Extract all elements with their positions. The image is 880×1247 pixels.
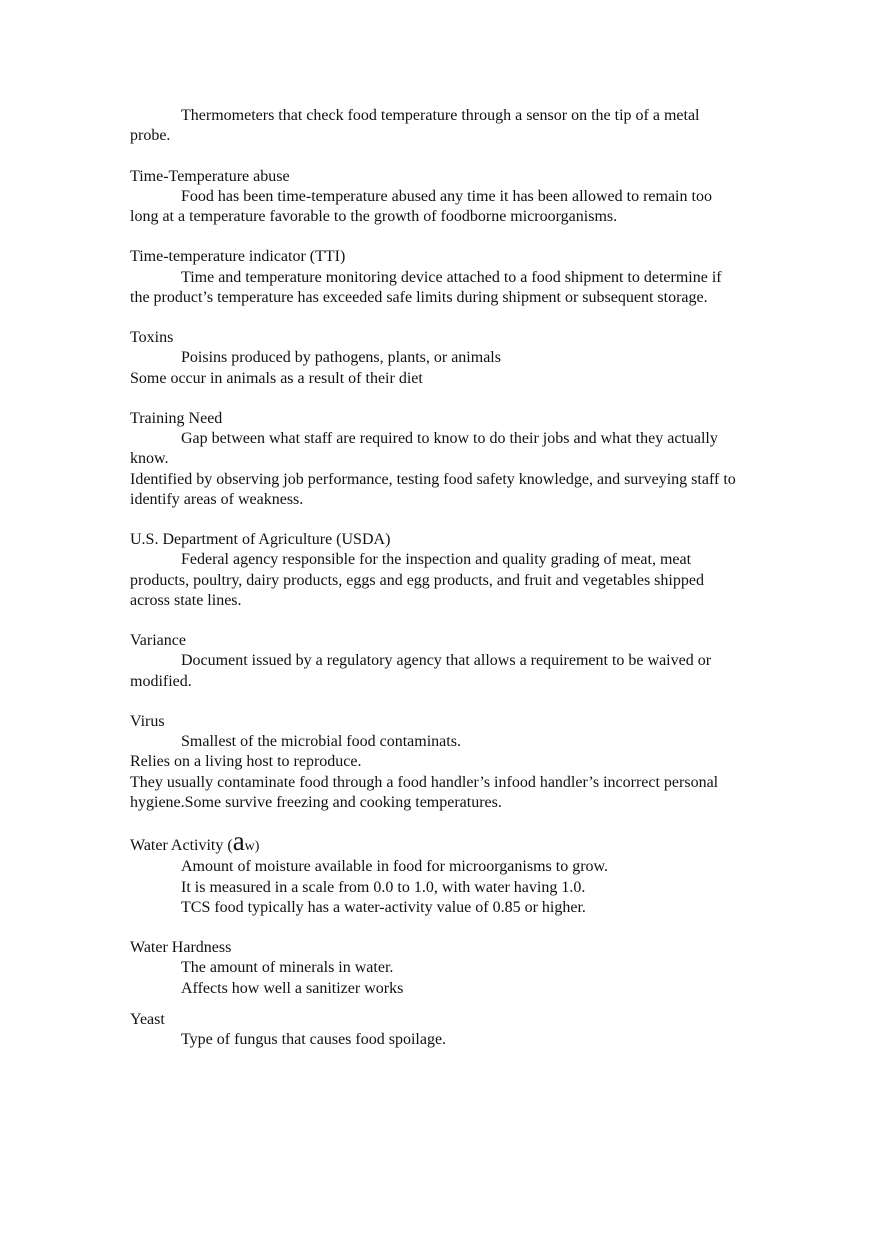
definition-line: Federal agency responsible for the inspection and quality grading of meat, meat products, poultry, dairy products, eggs and egg products, and fruit and vegetables shipped across state lines. (130, 551, 704, 609)
glossary-term: Time-temperature indicator (TTI) (130, 248, 346, 266)
glossary-entry-yeast (130, 1010, 740, 1050)
glossary-entry-tti (130, 247, 740, 308)
definition-line: Thermometers that check food temperature through a sensor on the tip of a metal probe. (130, 107, 700, 145)
definition-line: Smallest of the microbial food contaminats. (181, 733, 461, 751)
glossary-entry-water-activity (130, 826, 740, 918)
definition-line: It is measured in a scale from 0.0 to 1.0, with water having 1.0. (181, 878, 586, 896)
glossary-entry-water-hardness (130, 938, 740, 999)
definition-line: They usually contaminate food through a food handler’s infood handler’s incorrect personal hygiene.Some survive freezing and cooking temperatures. (130, 773, 719, 811)
definition-line: The amount of minerals in water. (181, 959, 394, 977)
definition-line: Food has been time-temperature abused any time it has been allowed to remain too long at a temperature favorable to the growth of foodborne microorganisms. (130, 187, 712, 225)
glossary-entry-toxins (130, 328, 740, 389)
glossary-entry-time-temperature-abuse (130, 167, 740, 228)
glossary-page (130, 106, 740, 1070)
glossary-term: Yeast (130, 1010, 165, 1028)
definition-line: Poisins produced by pathogens, plants, or animals (181, 349, 501, 367)
glossary-term: Time-Temperature abuse (130, 167, 290, 185)
definition-line: Amount of moisture available in food for microorganisms to grow. (181, 858, 609, 876)
glossary-entry-thermometer (130, 106, 740, 146)
water-activity-symbol: a (232, 826, 245, 857)
definition-line: Relies on a living host to reproduce. (130, 753, 362, 771)
glossary-term (130, 826, 740, 857)
definition-line: Some occur in animals as a result of their diet (130, 369, 423, 387)
definition-line: TCS food typically has a water-activity value of 0.85 or higher. (181, 898, 586, 916)
glossary-entry-variance (130, 631, 740, 692)
definition-line: Document issued by a regulatory agency that allows a requirement to be waived or modified. (130, 652, 712, 690)
definition-line: Gap between what staff are required to know to do their jobs and what they actually know. (130, 430, 718, 468)
term-suffix: w) (244, 839, 260, 855)
glossary-entry-virus (130, 712, 740, 813)
definition-line: Type of fungus that causes food spoilage. (181, 1031, 447, 1048)
glossary-term: Variance (130, 632, 186, 650)
glossary-entry-usda (130, 530, 740, 611)
glossary-term: Virus (130, 712, 165, 730)
glossary-term: Toxins (130, 329, 174, 347)
definition-line: Identified by observing job performance, testing food safety knowledge, and surveying staff to identify areas of weakness. (130, 470, 736, 508)
glossary-term: Training Need (130, 409, 223, 427)
definition-line: Time and temperature monitoring device attached to a food shipment to determine if the product’s temperature has exceeded safe limits during shipment or subsequent storage. (130, 268, 722, 306)
glossary-term: Water Hardness (130, 939, 232, 957)
term-text: Water Activity ( (130, 837, 233, 855)
glossary-term: U.S. Department of Agriculture (USDA) (130, 531, 391, 549)
glossary-entry-training-need (130, 409, 740, 510)
definition-line: Affects how well a sanitizer works (181, 979, 404, 997)
